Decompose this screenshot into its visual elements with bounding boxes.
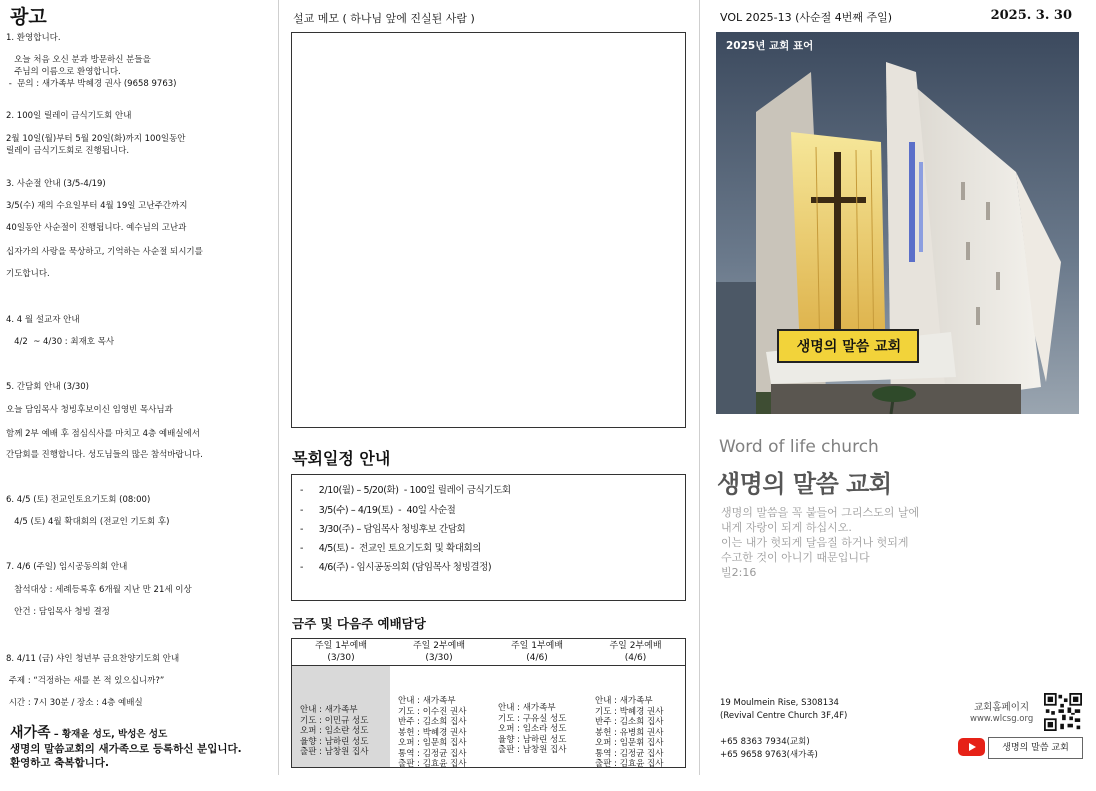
scripture-verse: 생명의 말씀을 꼭 붙들어 그리스도의 날에 내게 자랑이 되게 하십시오. 이는 내가 헛되게 달음질 하거나 헛되게 수고한 것이 아니기 때문입니다 빌2:16 (721, 506, 920, 579)
announcement-line: 시간 : 7시 30분 / 장소 : 4층 예배실 (6, 698, 143, 708)
table-cell (586, 666, 685, 767)
schedule-item: - 3/30(주) – 담임목사 청빙후보 간담회 (300, 524, 466, 535)
schedule-item: - 2/10(월) – 5/20(화) - 100일 릴레이 금식기도회 (300, 485, 511, 496)
announcement-line: 3/5(수) 재의 수요일부터 4월 19일 고난주간까지 (6, 201, 188, 211)
schedule-item: - 4/5(토) - 전교인 토요기도회 및 확대회의 (300, 543, 482, 554)
announcement-line: 4/5 (토) 4월 확대회의 (전교인 기도회 후) (6, 517, 170, 527)
schedule-title: 목회일정 안내 (292, 449, 391, 468)
announcement-line: 4. 4 월 설교자 안내 (6, 315, 80, 325)
worship-duty-table (291, 638, 686, 768)
announcement-line: 오늘 담임목사 청빙후보이신 임영빈 목사님과 (6, 405, 173, 415)
announcement-line: 2. 100일 릴레이 금식기도회 안내 (6, 111, 132, 121)
cover-column (700, 0, 1096, 775)
announcement-line: 참석대상 : 세례등록후 6개월 지난 만 21세 이상 (6, 585, 192, 595)
church-english-name: Word of life church (719, 437, 879, 457)
church-building-photo (716, 32, 1079, 414)
duty-list: 안내 : 새가족부 기도 : 이수진 권사 반주 : 김소희 집사 봉헌 : 박혜경 권사 오퍼 : 임문희 집사 통역 : 김정균 집사 출판 : 김효윤 집사 (398, 696, 467, 769)
worship-duty-title: 금주 및 다음주 예배담당 (292, 616, 426, 631)
announcement-line: 2월 10일(월)부터 5월 20일(화)까지 100일동안 릴레이 금식기도회로 진행됩니다. (6, 134, 186, 156)
schedule-box (291, 474, 686, 601)
new-family-line: 환영하고 축복합니다. (10, 757, 109, 769)
sermon-memo-title: 설교 메모 ( 하나님 앞에 진실된 사람 ) (293, 12, 475, 25)
motto-label: 2025년 교회 표어 (726, 40, 814, 52)
duty-list: 안내 : 새가족부 기도 : 구유실 성도 오퍼 : 임소라 성도 율향 : 남하린 성도 출판 : 남창원 집사 (498, 703, 567, 755)
youtube-channel-button[interactable]: 생명의 말씀 교회 (988, 737, 1083, 759)
announcement-line: 3. 사순절 안내 (3/5-4/19) (6, 179, 106, 189)
church-building-illustration (716, 32, 1079, 414)
announcement-line: 6. 4/5 (토) 전교인토요기도회 (08:00) (6, 495, 151, 505)
table-cell (292, 666, 390, 767)
new-family-label: 새가족 (10, 725, 51, 741)
announcement-line: 7. 4/6 (주일) 임시공동의회 안내 (6, 562, 128, 572)
table-cell (488, 666, 586, 767)
announcement-line: 십자가의 사랑을 묵상하고, 기억하는 사순절 되시기를 (6, 247, 203, 257)
duty-list: 안내 : 새가족부 기도 : 이민규 성도 오퍼 : 임소란 성도 율향 : 남하린 성도 출판 : 남창원 집사 (300, 705, 369, 757)
table-header (292, 639, 685, 666)
new-family-section (10, 726, 275, 770)
bulletin-date: 2025. 3. 30 (990, 8, 1072, 23)
qr-code-icon[interactable] (1044, 693, 1082, 731)
church-address: 19 Moulmein Rise, S308134 (Revival Centre Church 3F,4F) +65 8363 7934(교회) +65 9658 9763(새가족) (720, 698, 848, 760)
announcement-line: 8. 4/11 (금) 샤인 청년부 금요찬양기도회 안내 (6, 654, 180, 664)
announcement-line: 4/2 ~ 4/30 : 최재호 목사 (6, 337, 115, 347)
announcements-column (0, 0, 278, 775)
announcements-title: 광고 (10, 6, 47, 28)
sermon-memo-box (291, 32, 686, 428)
new-family-line: 생명의 말씀교회의 새가족으로 등록하신 분입니다. (10, 743, 242, 755)
table-header-cell: 주일 1부예배 (3/30) (314, 641, 368, 663)
announcement-line: 간담회를 진행합니다. 성도님들의 많은 참석바랍니다. (6, 450, 203, 460)
church-sign-text: 생명의 말씀 교회 (796, 339, 902, 355)
announcement-line: 주제 : “걱정하는 새를 본 적 있으십니까?” (6, 676, 165, 686)
schedule-item: - 4/6(주) - 임시공동의회 (담임목사 청빙결정) (300, 562, 492, 573)
youtube-icon[interactable] (958, 737, 985, 757)
new-family-names: – 황재윤 성도, 박성은 성도 (50, 729, 168, 740)
table-header-cell: 주일 2부예배 (4/6) (609, 641, 662, 663)
announcement-line: 안건 : 담임목사 청빙 결정 (6, 607, 110, 617)
announcement-line: 오늘 처음 오신 분과 방문하신 분들을 주님의 이름으로 환영합니다. - 문의 : 새가족부 박혜경 권사 (9658 9763) (8, 55, 177, 89)
announcement-line: 5. 간담회 안내 (3/30) (6, 382, 89, 392)
table-header-cell: 주일 2부예배 (3/30) (412, 641, 466, 663)
homepage-label: 교회홈페이지 (974, 702, 1030, 713)
announcement-line: 40일동안 사순절이 진행됩니다. 예수님의 고난과 (6, 223, 187, 233)
announcement-line: 1. 환영합니다. (6, 33, 61, 43)
schedule-item: - 3/5(수) – 4/19(토) - 40일 사순절 (300, 505, 456, 516)
middle-column (279, 0, 699, 775)
volume-label: VOL 2025-13 (사순절 4번째 주일) (720, 11, 893, 24)
table-header-cell: 주일 1부예배 (4/6) (510, 641, 564, 663)
homepage-link[interactable]: www.wlcsg.org (970, 714, 1034, 724)
table-cell (390, 666, 488, 767)
announcement-line: 기도합니다. (6, 269, 50, 279)
duty-list: 안내 : 새가족부 기도 : 박혜경 권사 반주 : 김소희 집사 봉헌 : 유병희 권사 오퍼 : 임문휘 집사 통역 : 김정균 집사 출판 : 김효윤 집사 (595, 696, 664, 769)
announcement-line: 함께 2부 예배 후 점심식사를 마치고 4층 예배실에서 (6, 429, 200, 439)
church-name: 생명의 말씀 교회 (717, 470, 892, 498)
